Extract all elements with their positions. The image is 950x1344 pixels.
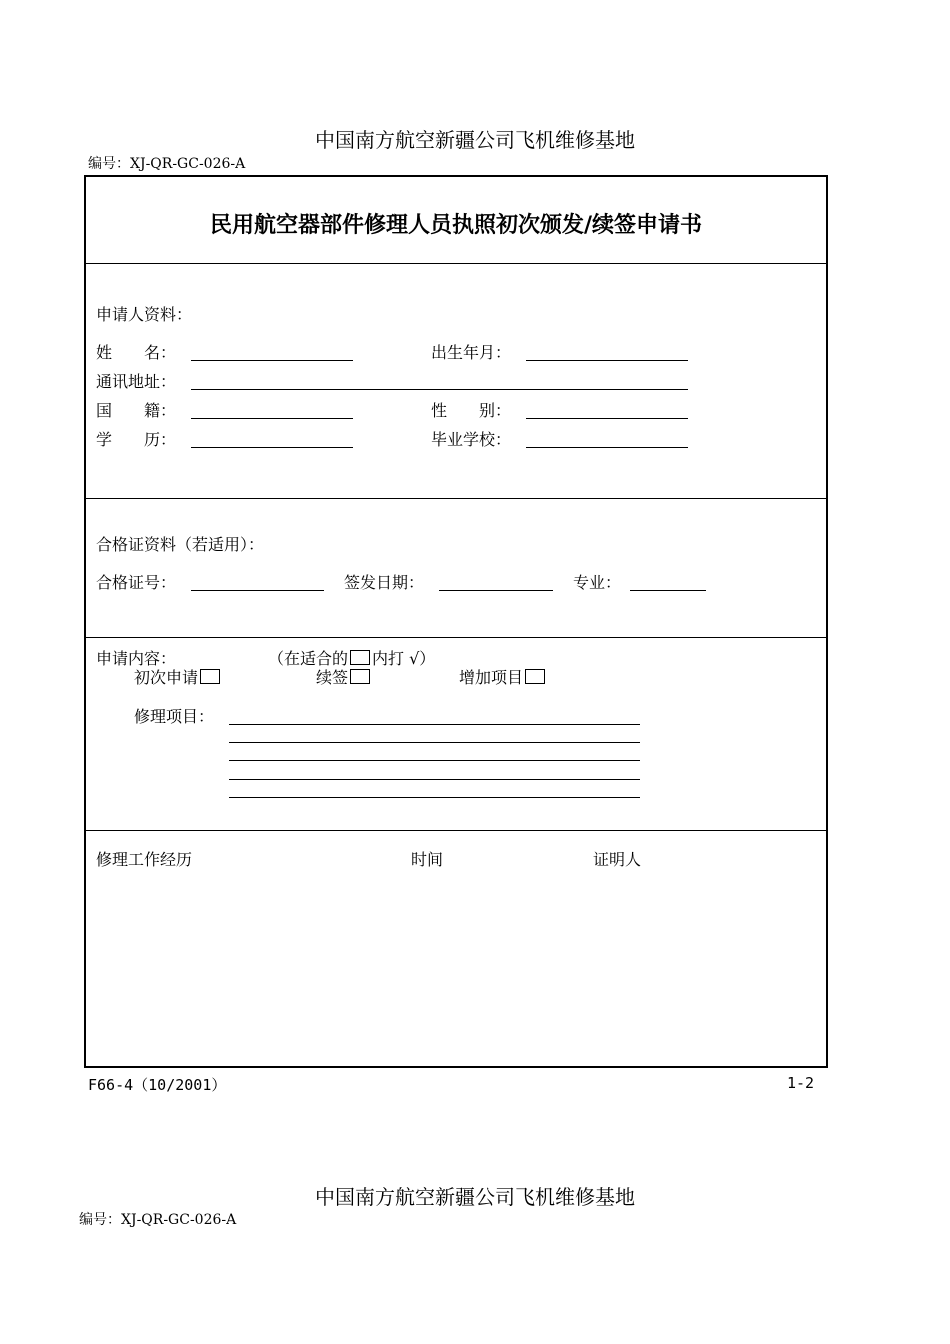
cert-heading: 合格证资料（若适用）： (96, 535, 265, 554)
checkbox-icon (350, 650, 370, 665)
content-hint-pre: （在适合的 (268, 649, 349, 668)
divider (86, 263, 826, 264)
time-label: 时间 (411, 850, 444, 869)
cert-number-field[interactable] (191, 590, 324, 591)
items-line[interactable] (229, 724, 640, 725)
content-heading: 申请内容： (96, 649, 177, 668)
initial-label: 初次申请 (134, 668, 199, 687)
education-label: 学 历： (96, 430, 177, 449)
history-label: 修理工作经历 (96, 850, 193, 869)
items-line[interactable] (229, 797, 640, 798)
specialty-field[interactable] (630, 590, 706, 591)
address-field[interactable] (191, 389, 688, 390)
divider (86, 498, 826, 499)
items-label: 修理项目： (134, 707, 215, 726)
nationality-label: 国 籍： (96, 401, 177, 420)
add-option[interactable] (459, 668, 545, 688)
organization-name: 中国南方航空新疆公司飞机维修基地 (315, 128, 635, 152)
education-field[interactable] (191, 447, 353, 448)
add-label: 增加项目 (459, 668, 524, 687)
name-field[interactable] (191, 360, 353, 361)
gender-label: 性 别： (431, 401, 512, 420)
specialty-label: 专业： (573, 573, 622, 592)
school-field[interactable] (526, 447, 688, 448)
birth-label: 出生年月： (431, 343, 512, 362)
document-code: 编号：XJ-QR-GC-026-A (88, 156, 246, 172)
birth-field[interactable] (526, 360, 688, 361)
initial-option[interactable] (134, 668, 220, 688)
address-label: 通讯地址： (96, 372, 177, 391)
renew-label: 续签 (316, 668, 349, 687)
name-label: 姓 名： (96, 343, 177, 362)
renew-option[interactable] (316, 668, 370, 688)
form-number: F66-4（10/2001） (88, 1076, 227, 1094)
witness-label: 证明人 (593, 850, 642, 869)
application-form (84, 175, 828, 1068)
divider (86, 830, 826, 831)
items-line[interactable] (229, 742, 640, 743)
organization-name-page2: 中国南方航空新疆公司飞机维修基地 (315, 1185, 635, 1209)
divider (86, 637, 826, 638)
content-hint-post: 内打 √） (372, 649, 436, 668)
items-line[interactable] (229, 760, 640, 761)
content-hint (268, 649, 435, 669)
add-checkbox[interactable] (525, 669, 545, 684)
cert-number-label: 合格证号： (96, 573, 177, 592)
document-code-page2: 编号：XJ-QR-GC-026-A (79, 1212, 237, 1228)
page-number: 1-2 (787, 1074, 815, 1092)
school-label: 毕业学校： (431, 430, 512, 449)
gender-field[interactable] (526, 418, 688, 419)
applicant-heading: 申请人资料： (96, 305, 193, 324)
items-line[interactable] (229, 779, 640, 780)
form-title: 民用航空器部件修理人员执照初次颁发/续签申请书 (209, 213, 703, 238)
cert-date-field[interactable] (439, 590, 553, 591)
cert-date-label: 签发日期： (344, 573, 425, 592)
nationality-field[interactable] (191, 418, 353, 419)
initial-checkbox[interactable] (200, 669, 220, 684)
renew-checkbox[interactable] (350, 669, 370, 684)
